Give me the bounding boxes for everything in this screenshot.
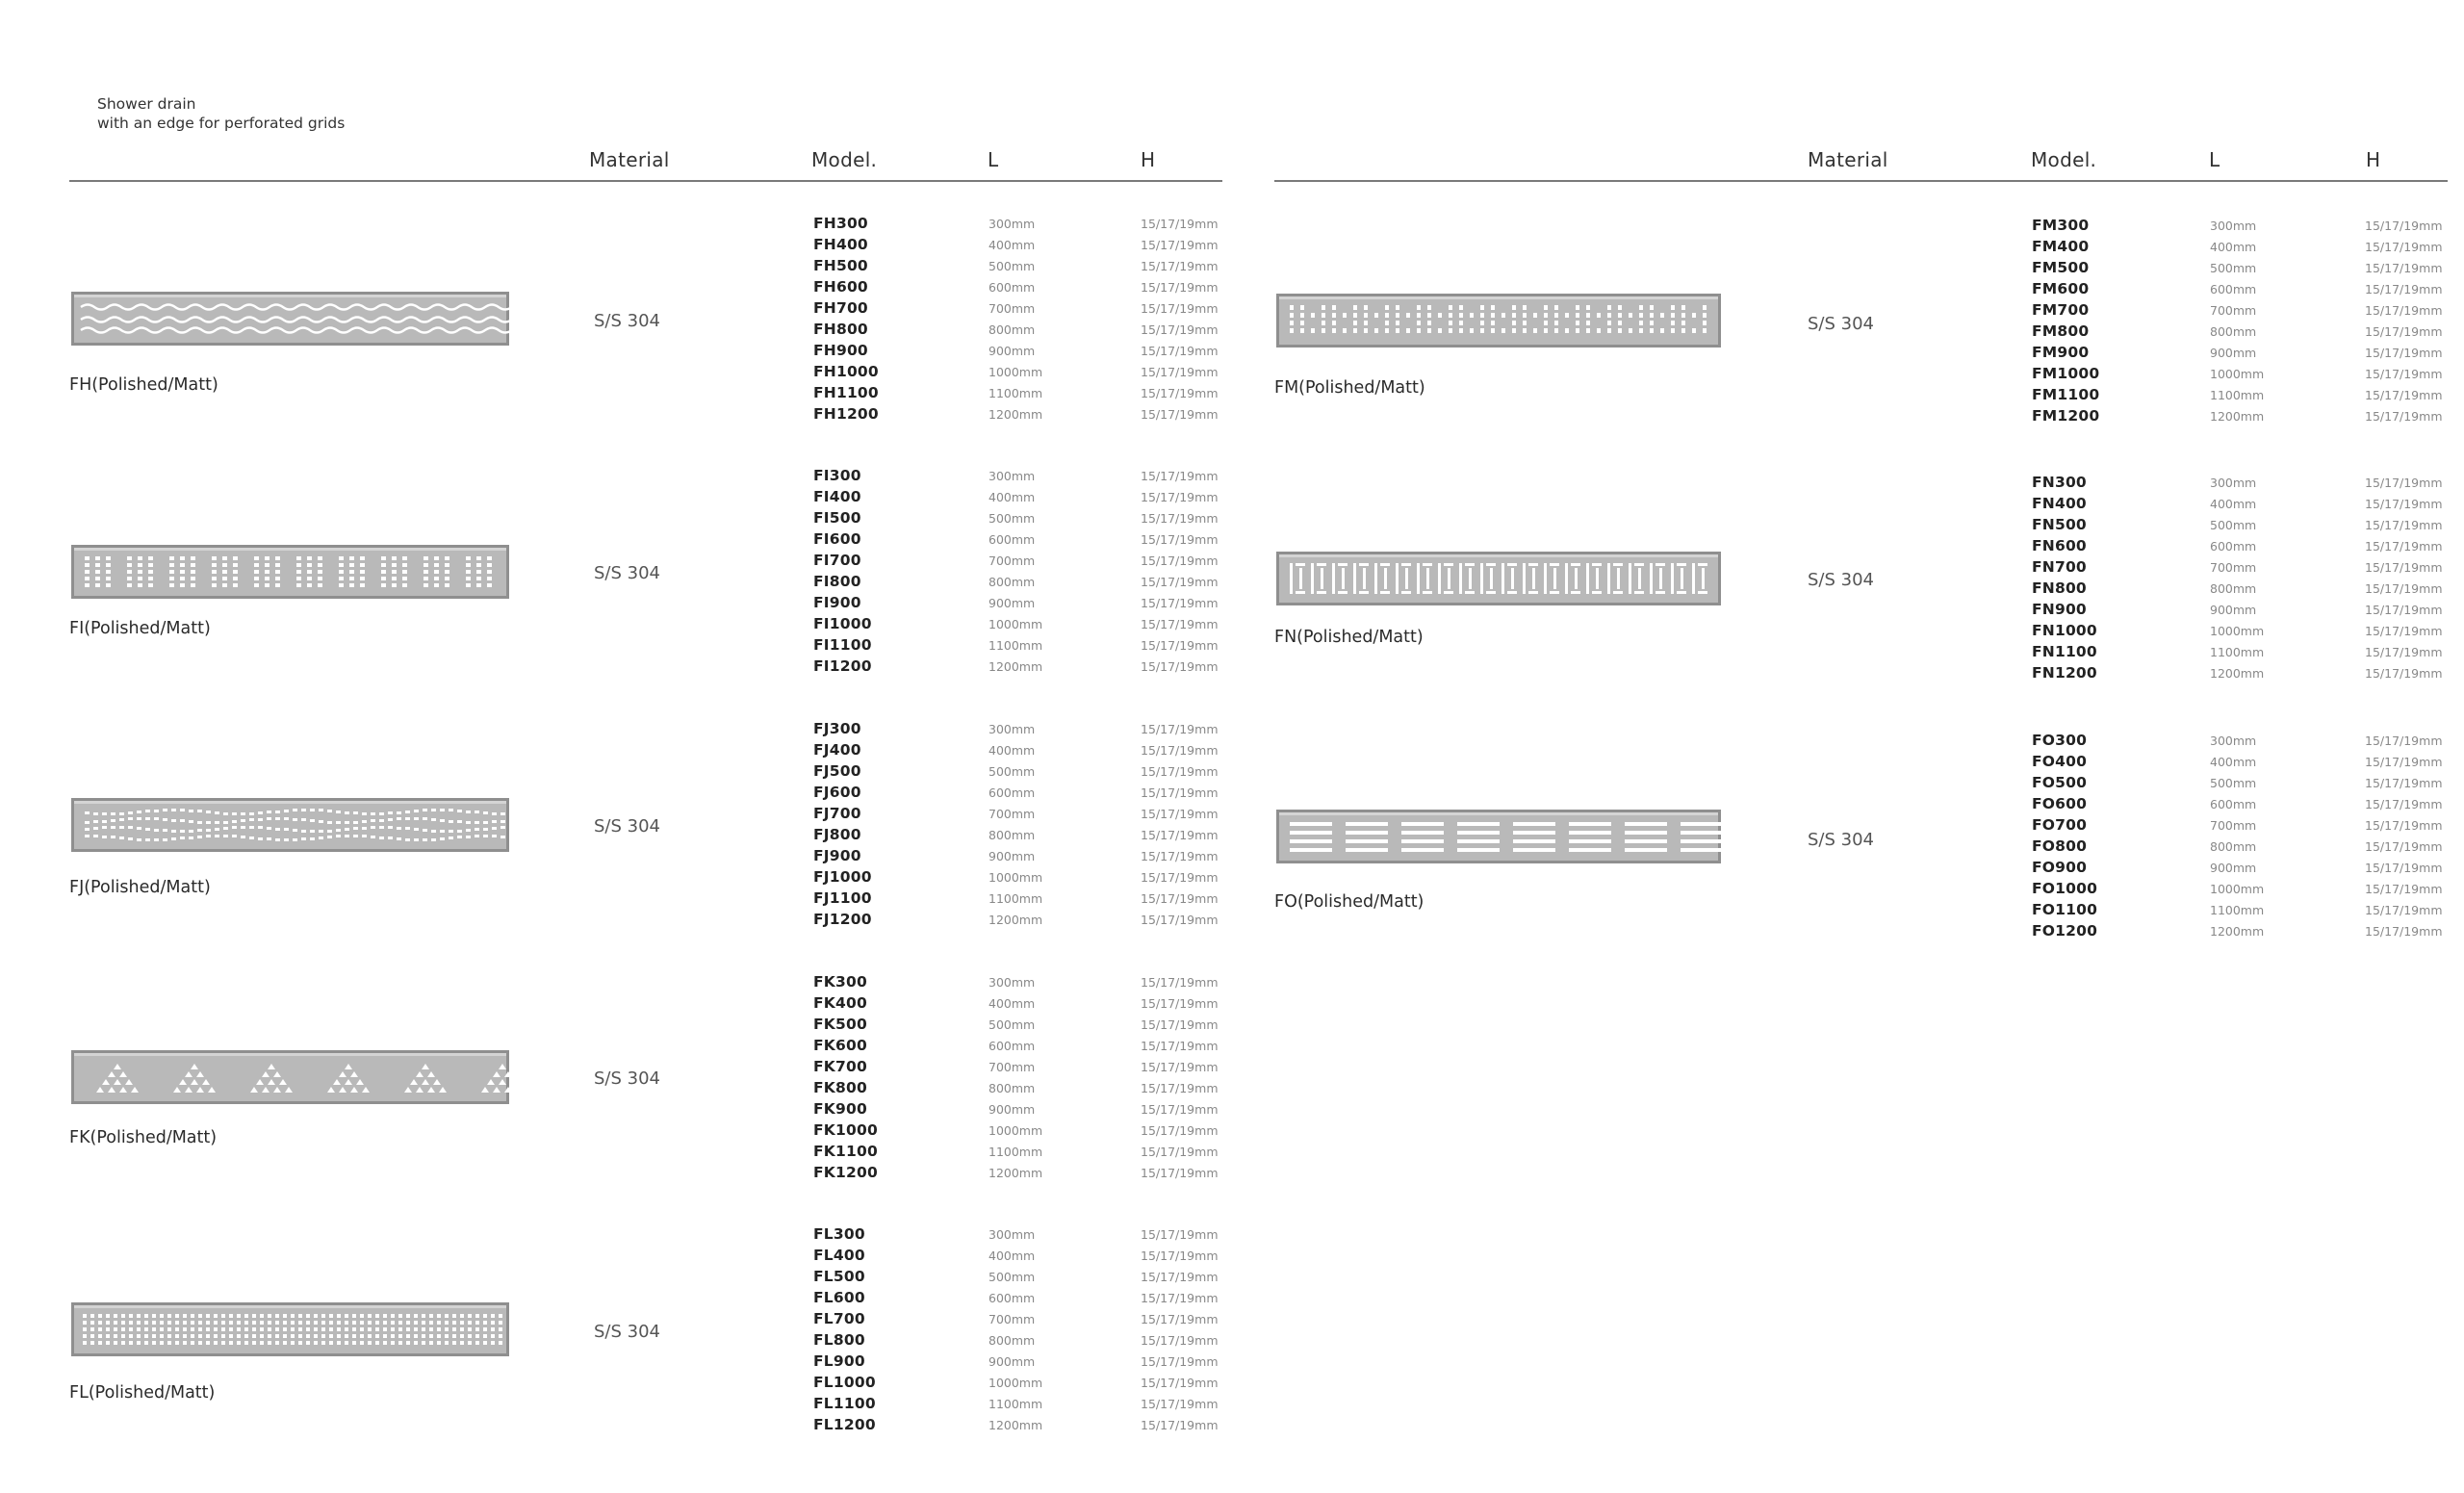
model-cell: FN400 (2032, 495, 2087, 512)
length-cell: 900mm (988, 596, 1036, 610)
height-cell: 15/17/19mm (1141, 1354, 1219, 1369)
model-cell: FK500 (813, 1016, 867, 1033)
length-cell: 1200mm (988, 1418, 1043, 1432)
height-cell: 15/17/19mm (1141, 1081, 1219, 1095)
length-cell: 1100mm (988, 1145, 1043, 1159)
height-cell: 15/17/19mm (1141, 1102, 1219, 1117)
length-cell: 1200mm (988, 659, 1043, 674)
drain-grid-fl-image (71, 1302, 509, 1356)
caption-fl: FL(Polished/Matt) (69, 1383, 216, 1403)
header-length-left: L (988, 148, 999, 171)
model-cell: FK1100 (813, 1143, 878, 1160)
height-cell: 15/17/19mm (1141, 891, 1219, 906)
heading-line-1: Shower drain (97, 95, 196, 113)
length-cell: 1000mm (988, 870, 1043, 885)
drain-grid-fn-image (1276, 552, 1721, 605)
height-cell: 15/17/19mm (2365, 560, 2443, 575)
caption-fi: FI(Polished/Matt) (69, 619, 211, 638)
header-material-right: Material (1808, 148, 1888, 171)
height-cell: 15/17/19mm (1141, 386, 1219, 400)
length-cell: 300mm (988, 217, 1036, 231)
height-cell: 15/17/19mm (1141, 975, 1219, 990)
height-cell: 15/17/19mm (2365, 603, 2443, 617)
length-cell: 500mm (988, 511, 1036, 526)
height-cell: 15/17/19mm (1141, 1270, 1219, 1284)
model-cell: FH1000 (813, 363, 879, 380)
model-cell: FM700 (2032, 301, 2090, 319)
length-cell: 300mm (988, 1227, 1036, 1242)
length-cell: 1000mm (988, 1376, 1043, 1390)
model-cell: FK700 (813, 1058, 867, 1075)
model-cell: FK1000 (813, 1121, 878, 1139)
model-cell: FL400 (813, 1247, 865, 1264)
model-cell: FM800 (2032, 322, 2090, 340)
height-cell: 15/17/19mm (1141, 1145, 1219, 1159)
material-fk: S/S 304 (594, 1068, 660, 1089)
model-cell: FM400 (2032, 238, 2090, 255)
height-cell: 15/17/19mm (2365, 882, 2443, 896)
caption-fm: FM(Polished/Matt) (1274, 378, 1425, 398)
height-cell: 15/17/19mm (1141, 849, 1219, 863)
model-cell: FN700 (2032, 558, 2087, 576)
height-cell: 15/17/19mm (1141, 785, 1219, 800)
length-cell: 500mm (2210, 261, 2257, 275)
length-cell: 700mm (2210, 818, 2257, 833)
length-cell: 1200mm (988, 913, 1043, 927)
length-cell: 600mm (988, 1291, 1036, 1305)
length-cell: 600mm (988, 280, 1036, 295)
height-cell: 15/17/19mm (2365, 346, 2443, 360)
length-cell: 700mm (988, 553, 1036, 568)
height-cell: 15/17/19mm (2365, 903, 2443, 917)
model-cell: FI700 (813, 552, 861, 569)
height-cell: 15/17/19mm (1141, 996, 1219, 1011)
height-cell: 15/17/19mm (2365, 666, 2443, 681)
material-fi: S/S 304 (594, 563, 660, 583)
length-cell: 800mm (2210, 839, 2257, 854)
length-cell: 400mm (2210, 755, 2257, 769)
length-cell: 300mm (2210, 734, 2257, 748)
length-cell: 400mm (2210, 497, 2257, 511)
model-cell: FK600 (813, 1037, 867, 1054)
length-cell: 900mm (988, 849, 1036, 863)
heading-line-2: with an edge for perforated grids (97, 115, 346, 132)
header-rule-right (1274, 180, 2448, 182)
model-cell: FO400 (2032, 753, 2088, 770)
material-fm: S/S 304 (1808, 314, 1874, 334)
model-cell: FN800 (2032, 579, 2087, 597)
length-cell: 500mm (988, 764, 1036, 779)
model-cell: FJ800 (813, 826, 861, 843)
length-cell: 1100mm (2210, 645, 2265, 659)
height-cell: 15/17/19mm (1141, 238, 1219, 252)
model-cell: FJ1200 (813, 911, 872, 928)
length-cell: 1100mm (988, 891, 1043, 906)
model-cell: FL300 (813, 1225, 865, 1243)
drain-grid-fi-image (71, 545, 509, 599)
height-cell: 15/17/19mm (1141, 913, 1219, 927)
model-cell: FI400 (813, 488, 861, 505)
height-cell: 15/17/19mm (2365, 797, 2443, 811)
model-cell: FJ500 (813, 762, 861, 780)
model-cell: FJ1100 (813, 889, 872, 907)
height-cell: 15/17/19mm (2365, 303, 2443, 318)
model-cell: FI900 (813, 594, 861, 611)
header-height-right: H (2366, 148, 2381, 171)
height-cell: 15/17/19mm (1141, 1291, 1219, 1305)
model-cell: FN1200 (2032, 664, 2097, 682)
height-cell: 15/17/19mm (1141, 469, 1219, 483)
height-cell: 15/17/19mm (1141, 828, 1219, 842)
length-cell: 400mm (988, 1248, 1036, 1263)
model-cell: FJ900 (813, 847, 861, 864)
model-cell: FL800 (813, 1331, 865, 1349)
model-cell: FJ700 (813, 805, 861, 822)
length-cell: 1100mm (988, 386, 1043, 400)
height-cell: 15/17/19mm (2365, 497, 2443, 511)
model-cell: FK300 (813, 973, 867, 991)
model-cell: FM600 (2032, 280, 2090, 297)
model-cell: FH500 (813, 257, 868, 274)
height-cell: 15/17/19mm (1141, 807, 1219, 821)
model-cell: FL900 (813, 1352, 865, 1370)
model-cell: FN1100 (2032, 643, 2097, 660)
drain-grid-fo-image (1276, 810, 1721, 863)
length-cell: 600mm (988, 532, 1036, 547)
model-cell: FM900 (2032, 344, 2090, 361)
model-cell: FI800 (813, 573, 861, 590)
length-cell: 400mm (988, 743, 1036, 758)
height-cell: 15/17/19mm (1141, 322, 1219, 337)
height-cell: 15/17/19mm (1141, 743, 1219, 758)
height-cell: 15/17/19mm (2365, 839, 2443, 854)
model-cell: FO600 (2032, 795, 2088, 812)
length-cell: 500mm (988, 259, 1036, 273)
length-cell: 300mm (988, 469, 1036, 483)
model-cell: FH1100 (813, 384, 879, 401)
model-cell: FL500 (813, 1268, 865, 1285)
model-cell: FI1200 (813, 657, 872, 675)
height-cell: 15/17/19mm (2365, 518, 2443, 532)
length-cell: 800mm (988, 575, 1036, 589)
model-cell: FH1200 (813, 405, 879, 423)
material-fl: S/S 304 (594, 1322, 660, 1342)
height-cell: 15/17/19mm (1141, 532, 1219, 547)
length-cell: 500mm (2210, 518, 2257, 532)
height-cell: 15/17/19mm (2365, 240, 2443, 254)
header-model-right: Model. (2031, 148, 2097, 171)
length-cell: 400mm (988, 490, 1036, 504)
height-cell: 15/17/19mm (1141, 1060, 1219, 1074)
model-cell: FO1100 (2032, 901, 2098, 918)
height-cell: 15/17/19mm (1141, 301, 1219, 316)
model-cell: FK800 (813, 1079, 867, 1096)
model-cell: FH900 (813, 342, 868, 359)
height-cell: 15/17/19mm (1141, 1418, 1219, 1432)
height-cell: 15/17/19mm (1141, 490, 1219, 504)
length-cell: 700mm (2210, 560, 2257, 575)
height-cell: 15/17/19mm (2365, 476, 2443, 490)
length-cell: 1000mm (2210, 882, 2265, 896)
drain-grid-fk-image (71, 1050, 509, 1104)
height-cell: 15/17/19mm (1141, 1397, 1219, 1411)
length-cell: 1200mm (988, 1166, 1043, 1180)
length-cell: 800mm (988, 828, 1036, 842)
height-cell: 15/17/19mm (1141, 407, 1219, 422)
model-cell: FM1200 (2032, 407, 2100, 425)
height-cell: 15/17/19mm (2365, 624, 2443, 638)
length-cell: 300mm (988, 975, 1036, 990)
height-cell: 15/17/19mm (2365, 324, 2443, 339)
height-cell: 15/17/19mm (2365, 818, 2443, 833)
length-cell: 500mm (988, 1270, 1036, 1284)
length-cell: 1100mm (2210, 388, 2265, 402)
material-fn: S/S 304 (1808, 570, 1874, 590)
model-cell: FO300 (2032, 732, 2088, 749)
model-cell: FL700 (813, 1310, 865, 1327)
model-cell: FH300 (813, 215, 868, 232)
length-cell: 700mm (988, 1312, 1036, 1326)
height-cell: 15/17/19mm (2365, 261, 2443, 275)
height-cell: 15/17/19mm (1141, 365, 1219, 379)
height-cell: 15/17/19mm (1141, 1376, 1219, 1390)
page-heading (97, 94, 345, 133)
model-cell: FK400 (813, 994, 867, 1012)
header-model-left: Model. (811, 148, 878, 171)
length-cell: 800mm (2210, 324, 2257, 339)
length-cell: 700mm (988, 807, 1036, 821)
length-cell: 800mm (988, 1333, 1036, 1348)
drain-grid-fj-image (71, 798, 509, 852)
model-cell: FL1000 (813, 1374, 876, 1391)
material-fj: S/S 304 (594, 816, 660, 837)
model-cell: FL1100 (813, 1395, 876, 1412)
length-cell: 400mm (988, 238, 1036, 252)
height-cell: 15/17/19mm (2365, 924, 2443, 939)
model-cell: FM1000 (2032, 365, 2100, 382)
height-cell: 15/17/19mm (2365, 539, 2443, 553)
model-cell: FM300 (2032, 217, 2090, 234)
height-cell: 15/17/19mm (1141, 617, 1219, 631)
model-cell: FJ400 (813, 741, 861, 759)
caption-fo: FO(Polished/Matt) (1274, 892, 1424, 912)
length-cell: 1000mm (2210, 624, 2265, 638)
model-cell: FI500 (813, 509, 861, 527)
length-cell: 900mm (988, 1354, 1036, 1369)
length-cell: 800mm (988, 322, 1036, 337)
height-cell: 15/17/19mm (2365, 755, 2443, 769)
length-cell: 1200mm (988, 407, 1043, 422)
height-cell: 15/17/19mm (1141, 1017, 1219, 1032)
height-cell: 15/17/19mm (2365, 861, 2443, 875)
height-cell: 15/17/19mm (2365, 581, 2443, 596)
height-cell: 15/17/19mm (1141, 870, 1219, 885)
header-material-left: Material (589, 148, 670, 171)
model-cell: FI600 (813, 530, 861, 548)
height-cell: 15/17/19mm (1141, 259, 1219, 273)
height-cell: 15/17/19mm (2365, 282, 2443, 296)
length-cell: 700mm (988, 1060, 1036, 1074)
height-cell: 15/17/19mm (2365, 409, 2443, 424)
model-cell: FO700 (2032, 816, 2088, 834)
model-cell: FJ600 (813, 784, 861, 801)
model-cell: FN500 (2032, 516, 2087, 533)
height-cell: 15/17/19mm (1141, 764, 1219, 779)
height-cell: 15/17/19mm (1141, 722, 1219, 736)
length-cell: 400mm (2210, 240, 2257, 254)
model-cell: FK900 (813, 1100, 867, 1118)
height-cell: 15/17/19mm (1141, 344, 1219, 358)
height-cell: 15/17/19mm (1141, 511, 1219, 526)
height-cell: 15/17/19mm (1141, 280, 1219, 295)
model-cell: FM1100 (2032, 386, 2100, 403)
length-cell: 700mm (988, 301, 1036, 316)
length-cell: 900mm (988, 344, 1036, 358)
length-cell: 900mm (988, 1102, 1036, 1117)
height-cell: 15/17/19mm (1141, 1123, 1219, 1138)
length-cell: 600mm (2210, 282, 2257, 296)
height-cell: 15/17/19mm (1141, 659, 1219, 674)
length-cell: 900mm (2210, 603, 2257, 617)
height-cell: 15/17/19mm (2365, 776, 2443, 790)
header-rule-left (69, 180, 1222, 182)
height-cell: 15/17/19mm (1141, 1039, 1219, 1053)
height-cell: 15/17/19mm (1141, 1333, 1219, 1348)
model-cell: FJ300 (813, 720, 861, 737)
length-cell: 700mm (2210, 303, 2257, 318)
height-cell: 15/17/19mm (2365, 645, 2443, 659)
height-cell: 15/17/19mm (1141, 217, 1219, 231)
length-cell: 800mm (988, 1081, 1036, 1095)
length-cell: 1100mm (988, 638, 1043, 653)
height-cell: 15/17/19mm (1141, 553, 1219, 568)
height-cell: 15/17/19mm (2365, 219, 2443, 233)
material-fh: S/S 304 (594, 311, 660, 331)
model-cell: FL600 (813, 1289, 865, 1306)
model-cell: FH400 (813, 236, 868, 253)
length-cell: 1000mm (988, 1123, 1043, 1138)
caption-fh: FH(Polished/Matt) (69, 375, 218, 395)
model-cell: FO900 (2032, 859, 2088, 876)
length-cell: 1100mm (988, 1397, 1043, 1411)
height-cell: 15/17/19mm (1141, 638, 1219, 653)
model-cell: FN300 (2032, 474, 2087, 491)
model-cell: FI1100 (813, 636, 872, 654)
length-cell: 500mm (988, 1017, 1036, 1032)
model-cell: FI1000 (813, 615, 872, 632)
model-cell: FH600 (813, 278, 868, 296)
length-cell: 1200mm (2210, 409, 2265, 424)
length-cell: 1200mm (2210, 924, 2265, 939)
drain-grid-fh-image (71, 292, 509, 346)
model-cell: FO500 (2032, 774, 2088, 791)
model-cell: FO800 (2032, 837, 2088, 855)
length-cell: 600mm (2210, 539, 2257, 553)
header-length-right: L (2209, 148, 2220, 171)
model-cell: FN900 (2032, 601, 2087, 618)
length-cell: 500mm (2210, 776, 2257, 790)
length-cell: 1000mm (2210, 367, 2265, 381)
height-cell: 15/17/19mm (1141, 1248, 1219, 1263)
length-cell: 800mm (2210, 581, 2257, 596)
length-cell: 400mm (988, 996, 1036, 1011)
length-cell: 1000mm (988, 365, 1043, 379)
length-cell: 1100mm (2210, 903, 2265, 917)
model-cell: FI300 (813, 467, 861, 484)
height-cell: 15/17/19mm (2365, 388, 2443, 402)
caption-fn: FN(Polished/Matt) (1274, 628, 1424, 647)
caption-fj: FJ(Polished/Matt) (69, 878, 211, 897)
height-cell: 15/17/19mm (1141, 1227, 1219, 1242)
length-cell: 1000mm (988, 617, 1043, 631)
model-cell: FO1200 (2032, 922, 2098, 940)
model-cell: FH800 (813, 321, 868, 338)
model-cell: FM500 (2032, 259, 2090, 276)
model-cell: FK1200 (813, 1164, 878, 1181)
length-cell: 300mm (2210, 219, 2257, 233)
height-cell: 15/17/19mm (1141, 1166, 1219, 1180)
model-cell: FN1000 (2032, 622, 2097, 639)
length-cell: 600mm (988, 1039, 1036, 1053)
model-cell: FL1200 (813, 1416, 876, 1433)
height-cell: 15/17/19mm (1141, 1312, 1219, 1326)
drain-grid-fm-image (1276, 294, 1721, 348)
model-cell: FO1000 (2032, 880, 2098, 897)
header-height-left: H (1141, 148, 1156, 171)
material-fo: S/S 304 (1808, 830, 1874, 850)
height-cell: 15/17/19mm (1141, 575, 1219, 589)
model-cell: FN600 (2032, 537, 2087, 554)
model-cell: FJ1000 (813, 868, 872, 886)
model-cell: FH700 (813, 299, 868, 317)
length-cell: 1200mm (2210, 666, 2265, 681)
caption-fk: FK(Polished/Matt) (69, 1128, 218, 1147)
height-cell: 15/17/19mm (1141, 596, 1219, 610)
length-cell: 600mm (2210, 797, 2257, 811)
length-cell: 300mm (988, 722, 1036, 736)
length-cell: 900mm (2210, 861, 2257, 875)
height-cell: 15/17/19mm (2365, 734, 2443, 748)
length-cell: 600mm (988, 785, 1036, 800)
length-cell: 300mm (2210, 476, 2257, 490)
height-cell: 15/17/19mm (2365, 367, 2443, 381)
length-cell: 900mm (2210, 346, 2257, 360)
